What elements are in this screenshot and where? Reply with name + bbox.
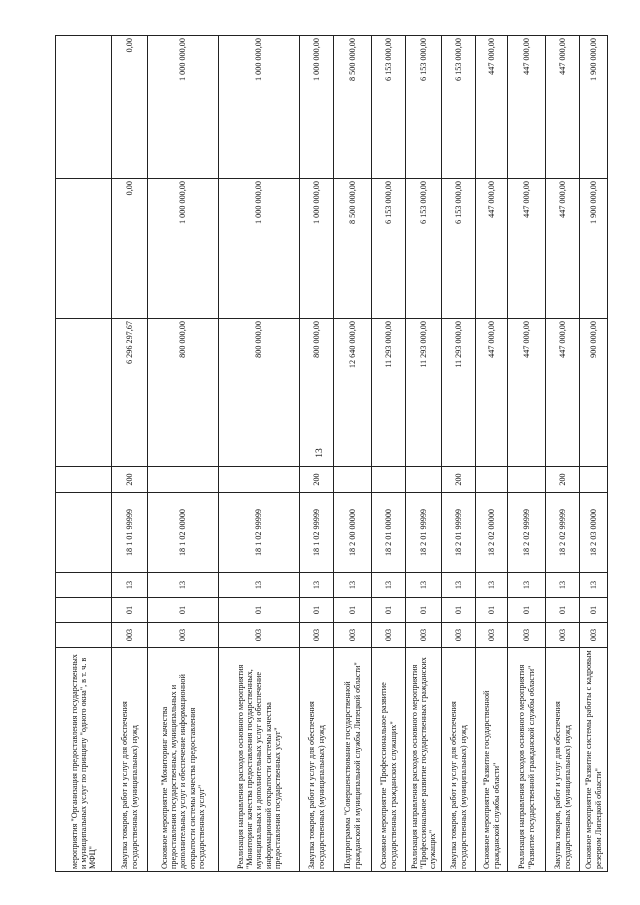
budget-table-rotated — [55, 36, 603, 872]
expense-type-cell: 200 — [300, 467, 334, 493]
amount-year3-cell: 1 900 000,00 — [580, 36, 608, 179]
expense-type-cell — [508, 467, 546, 493]
amount-year2-cell — [56, 179, 112, 319]
subsection-code-cell: 13 — [112, 573, 148, 598]
target-article-cell: 18 2 02 99999 — [508, 493, 546, 573]
amount-year3-cell: 8 500 000,00 — [334, 36, 372, 179]
expense-type-cell — [219, 467, 300, 493]
table-row — [406, 36, 442, 872]
table-row — [476, 36, 508, 872]
admin-code-cell: 003 — [372, 623, 406, 648]
table-row — [546, 36, 580, 872]
amount-year3-cell: 1 000 000,00 — [300, 36, 334, 179]
admin-code-cell — [56, 623, 112, 648]
amount-year1-cell: 800 000,00 — [219, 319, 300, 467]
amount-year1-cell: 900 000,00 — [580, 319, 608, 467]
amount-year2-cell: 6 153 000,00 — [406, 179, 442, 319]
table-row — [442, 36, 476, 872]
target-article-cell — [56, 493, 112, 573]
amount-year1-cell: 800 000,00 — [148, 319, 219, 467]
item-name-cell: Реализация направления расходов основного мероприятия "Профессиональное развитие государственных гражданских служащих" — [406, 648, 442, 872]
amount-year3-cell: 447 000,00 — [546, 36, 580, 179]
amount-year2-cell: 1 900 000,00 — [580, 179, 608, 319]
target-article-cell: 18 2 00 00000 — [334, 493, 372, 573]
table-row — [580, 36, 608, 872]
item-name-cell: Закупка товаров, работ и услуг для обеспечения государственных (муниципальных) нужд — [300, 648, 334, 872]
amount-year1-cell: 11 293 000,00 — [406, 319, 442, 467]
expense-type-cell — [334, 467, 372, 493]
target-article-cell: 18 1 02 99999 — [219, 493, 300, 573]
subsection-code-cell: 13 — [334, 573, 372, 598]
subsection-code-cell: 13 — [300, 573, 334, 598]
admin-code-cell: 003 — [300, 623, 334, 648]
subsection-code-cell: 13 — [476, 573, 508, 598]
amount-year3-cell: 6 153 000,00 — [442, 36, 476, 179]
target-article-cell: 18 2 02 00000 — [476, 493, 508, 573]
page-number: 13 — [315, 448, 325, 458]
section-code-cell — [56, 598, 112, 623]
expense-type-cell — [476, 467, 508, 493]
item-name-cell: Основное мероприятие "Развитие государственной гражданской службы области" — [476, 648, 508, 872]
admin-code-cell: 003 — [508, 623, 546, 648]
target-article-cell: 18 1 02 99999 — [300, 493, 334, 573]
table-row — [112, 36, 148, 872]
amount-year3-cell: 447 000,00 — [508, 36, 546, 179]
item-name-cell: мероприятия "Организация предоставления государственных и муниципальных услуг по принципу "одного окна", в т. ч. в МФЦ" — [56, 648, 112, 872]
section-code-cell: 01 — [219, 598, 300, 623]
section-code-cell: 01 — [372, 598, 406, 623]
section-code-cell: 01 — [580, 598, 608, 623]
amount-year3-cell: 1 000 000,00 — [219, 36, 300, 179]
amount-year1-cell: 11 293 000,00 — [372, 319, 406, 467]
expense-type-cell — [148, 467, 219, 493]
table-row — [508, 36, 546, 872]
amount-year2-cell: 447 000,00 — [508, 179, 546, 319]
amount-year3-cell: 6 153 000,00 — [372, 36, 406, 179]
amount-year2-cell: 6 153 000,00 — [442, 179, 476, 319]
amount-year3-cell: 0,00 — [112, 36, 148, 179]
subsection-code-cell: 13 — [546, 573, 580, 598]
amount-year2-cell: 8 500 000,00 — [334, 179, 372, 319]
subsection-code-cell: 13 — [442, 573, 476, 598]
budget-table — [55, 35, 608, 872]
expense-type-cell: 200 — [442, 467, 476, 493]
amount-year2-cell: 1 000 000,00 — [300, 179, 334, 319]
amount-year2-cell: 447 000,00 — [476, 179, 508, 319]
admin-code-cell: 003 — [148, 623, 219, 648]
table-row — [219, 36, 300, 872]
section-code-cell: 01 — [508, 598, 546, 623]
subsection-code-cell: 13 — [148, 573, 219, 598]
admin-code-cell: 003 — [406, 623, 442, 648]
amount-year3-cell — [56, 36, 112, 179]
item-name-cell: Реализация направления расходов основного мероприятия "Мониторинг качества предоставления государственных, муниципальных и дополнительных услуг и обеспечение информационной открытости системы качества предоставления государственных услуг" — [219, 648, 300, 872]
budget-table-frame — [55, 36, 603, 872]
admin-code-cell: 003 — [546, 623, 580, 648]
subsection-code-cell: 13 — [372, 573, 406, 598]
amount-year1-cell: 447 000,00 — [546, 319, 580, 467]
item-name-cell: Основное мероприятие "Развитие системы работы с кадровым резервом Липецкой области" — [580, 648, 608, 872]
amount-year1-cell: 11 293 000,00 — [442, 319, 476, 467]
item-name-cell: Закупка товаров, работ и услуг для обеспечения государственных (муниципальных) нужд — [112, 648, 148, 872]
expense-type-cell: 200 — [112, 467, 148, 493]
item-name-cell: Основное мероприятие "Профессиональное развитие государственных гражданских служащих" — [372, 648, 406, 872]
item-name-cell: Реализация направления расходов основного мероприятия "Развитие государственной гражданской службы области" — [508, 648, 546, 872]
admin-code-cell: 003 — [112, 623, 148, 648]
amount-year2-cell: 1 000 000,00 — [148, 179, 219, 319]
amount-year3-cell: 447 000,00 — [476, 36, 508, 179]
expense-type-cell — [372, 467, 406, 493]
amount-year2-cell: 1 000 000,00 — [219, 179, 300, 319]
target-article-cell: 18 2 01 99999 — [442, 493, 476, 573]
table-row — [300, 36, 334, 872]
section-code-cell: 01 — [442, 598, 476, 623]
amount-year1-cell: 447 000,00 — [476, 319, 508, 467]
expense-type-cell — [406, 467, 442, 493]
amount-year2-cell: 0,00 — [112, 179, 148, 319]
table-row — [148, 36, 219, 872]
table-row — [334, 36, 372, 872]
amount-year2-cell: 447 000,00 — [546, 179, 580, 319]
admin-code-cell: 003 — [580, 623, 608, 648]
target-article-cell: 18 2 03 00000 — [580, 493, 608, 573]
subsection-code-cell: 13 — [508, 573, 546, 598]
section-code-cell: 01 — [406, 598, 442, 623]
admin-code-cell: 003 — [442, 623, 476, 648]
target-article-cell: 18 2 02 99999 — [546, 493, 580, 573]
table-row — [372, 36, 406, 872]
section-code-cell: 01 — [334, 598, 372, 623]
subsection-code-cell — [56, 573, 112, 598]
amount-year3-cell: 6 153 000,00 — [406, 36, 442, 179]
amount-year1-cell: 12 640 000,00 — [334, 319, 372, 467]
section-code-cell: 01 — [546, 598, 580, 623]
expense-type-cell: 200 — [546, 467, 580, 493]
amount-year1-cell: 447 000,00 — [508, 319, 546, 467]
section-code-cell: 01 — [300, 598, 334, 623]
expense-type-cell — [580, 467, 608, 493]
item-name-cell: Основное мероприятие "Мониторинг качества предоставления государственных, муниципальных и дополнительных услуг и обеспечение информационной открытости системы качества предоставления государственных услуг" — [148, 648, 219, 872]
target-article-cell: 18 1 01 99999 — [112, 493, 148, 573]
target-article-cell: 18 2 01 00000 — [372, 493, 406, 573]
amount-year1-cell: 6 296 297,67 — [112, 319, 148, 467]
table-body — [56, 36, 608, 872]
target-article-cell: 18 1 02 00000 — [148, 493, 219, 573]
item-name-cell: Подпрограмма "Совершенствование государственной гражданской и муниципальной службы Липецкой области" — [334, 648, 372, 872]
amount-year1-cell: 800 000,00 — [300, 319, 334, 467]
section-code-cell: 01 — [476, 598, 508, 623]
admin-code-cell: 003 — [476, 623, 508, 648]
item-name-cell: Закупка товаров, работ и услуг для обеспечения государственных (муниципальных) нужд — [546, 648, 580, 872]
section-code-cell: 01 — [148, 598, 219, 623]
amount-year1-cell — [56, 319, 112, 467]
table-row — [56, 36, 112, 872]
subsection-code-cell: 13 — [580, 573, 608, 598]
subsection-code-cell: 13 — [406, 573, 442, 598]
amount-year2-cell: 6 153 000,00 — [372, 179, 406, 319]
section-code-cell: 01 — [112, 598, 148, 623]
target-article-cell: 18 2 01 99999 — [406, 493, 442, 573]
subsection-code-cell: 13 — [219, 573, 300, 598]
admin-code-cell: 003 — [219, 623, 300, 648]
admin-code-cell: 003 — [334, 623, 372, 648]
expense-type-cell — [56, 467, 112, 493]
amount-year3-cell: 1 000 000,00 — [148, 36, 219, 179]
item-name-cell: Закупка товаров, работ и услуг для обеспечения государственных (муниципальных) нужд — [442, 648, 476, 872]
